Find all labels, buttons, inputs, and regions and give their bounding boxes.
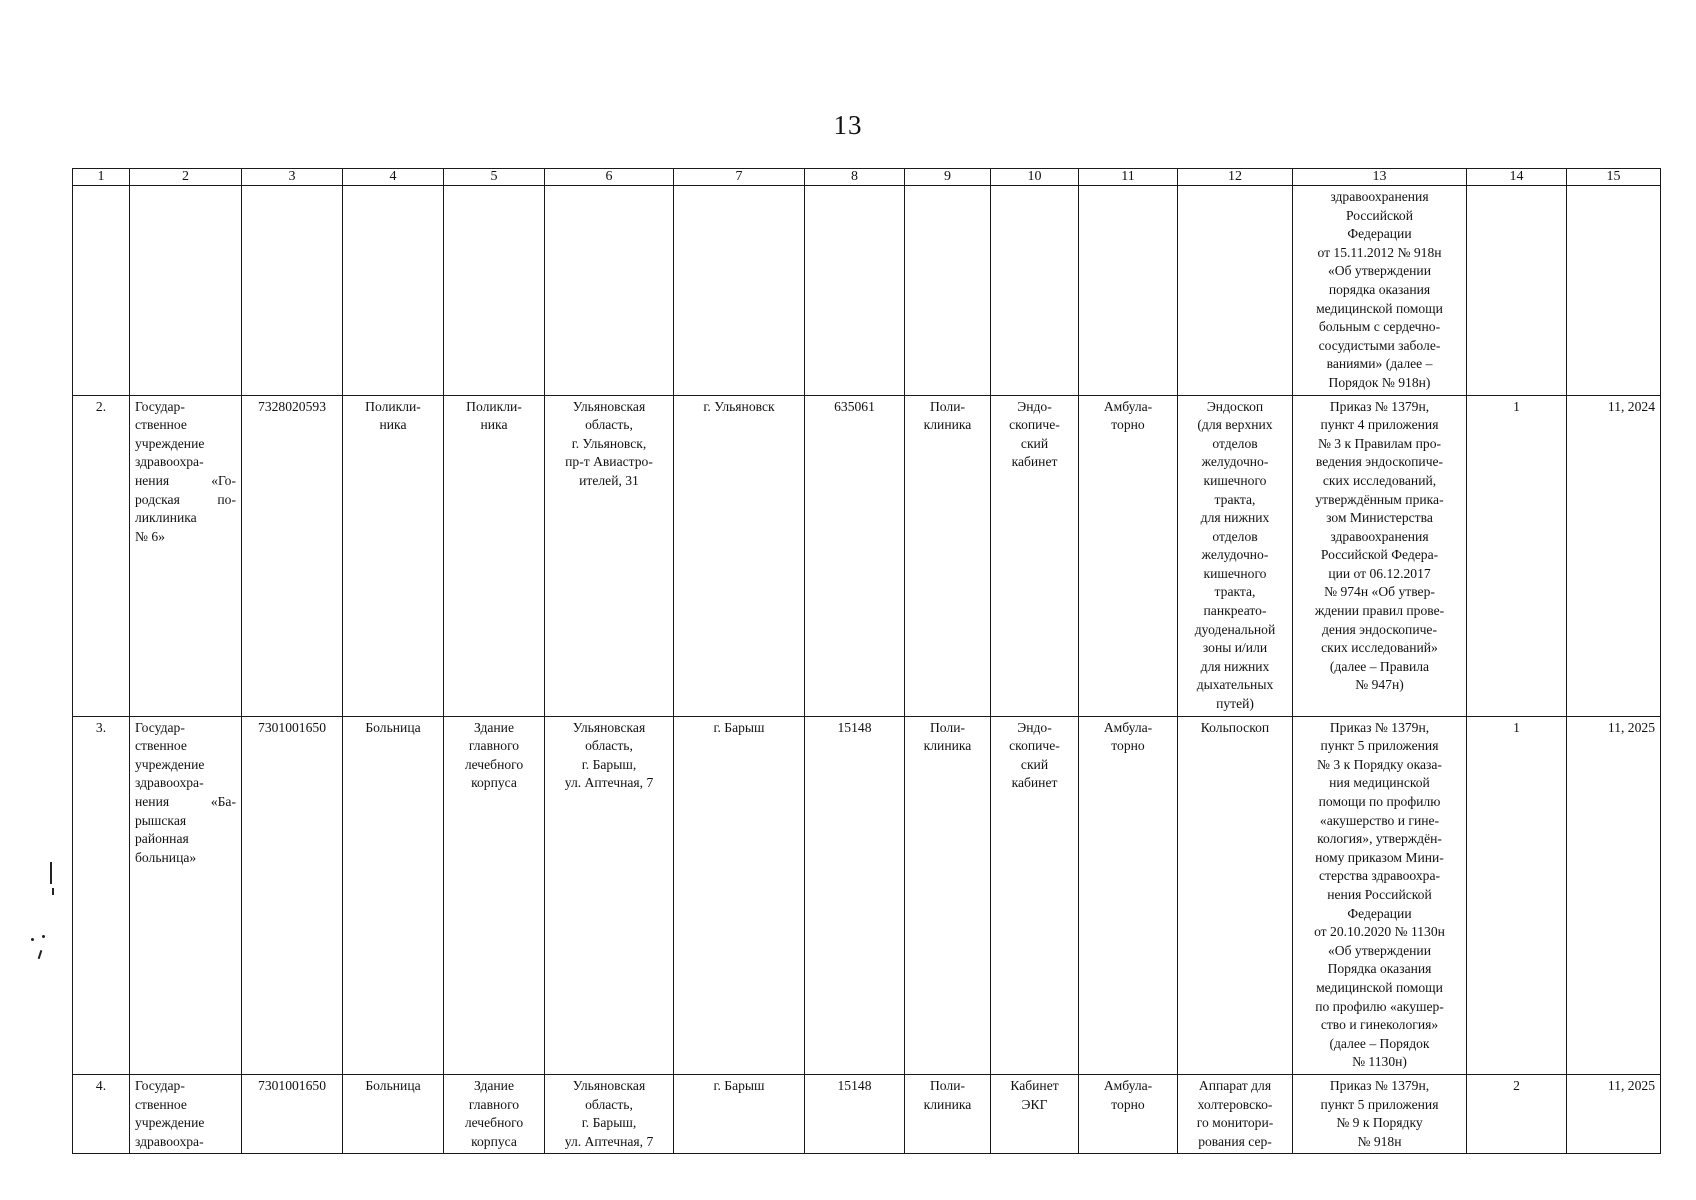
address-line: г. Ульяновск, bbox=[571, 435, 647, 451]
table-row bbox=[73, 186, 1661, 396]
institution-name-line: ственное bbox=[135, 738, 187, 754]
institution-name-cell bbox=[130, 1074, 242, 1153]
legal-basis-line: помощи по профилю bbox=[1318, 794, 1441, 809]
oktmo-code-cell: 635061 bbox=[805, 395, 905, 716]
address-cell bbox=[545, 716, 674, 1074]
legal-basis-line: № 974н «Об утвер- bbox=[1324, 584, 1435, 600]
legal-basis-line: пункт 5 приложения bbox=[1320, 738, 1439, 754]
equipment-line: зоны и/или bbox=[1202, 640, 1268, 656]
address-line: область, bbox=[585, 1096, 633, 1112]
room-cell bbox=[991, 716, 1079, 1074]
oktmo-code-cell bbox=[805, 186, 905, 396]
division-cell bbox=[905, 716, 991, 1074]
quantity-cell: 1 bbox=[1467, 716, 1567, 1074]
legal-basis-line: сосудистыми заболе- bbox=[1318, 337, 1441, 353]
locality-cell: г. Ульяновск bbox=[674, 395, 805, 716]
column-number: 11 bbox=[1079, 169, 1178, 186]
row-number-cell: 3. bbox=[73, 716, 130, 1074]
legal-basis-cell bbox=[1293, 716, 1467, 1074]
institution-name-line: Государ- bbox=[135, 719, 185, 735]
column-number: 14 bbox=[1467, 169, 1567, 186]
legal-basis-line: Порядка оказания bbox=[1327, 961, 1432, 977]
legal-basis-line: здравоохранения bbox=[1330, 189, 1429, 204]
legal-basis-line: ских исследований» bbox=[1321, 640, 1438, 656]
division-cell bbox=[905, 395, 991, 716]
legal-basis-line: здравоохранения bbox=[1330, 528, 1429, 544]
room-line: кабинет bbox=[1011, 454, 1058, 470]
institution-name-line: родская по- bbox=[135, 491, 236, 507]
column-number: 3 bbox=[242, 169, 343, 186]
column-number: 4 bbox=[343, 169, 444, 186]
legal-basis-line: Приказ № 1379н, bbox=[1329, 398, 1430, 414]
column-number: 8 bbox=[805, 169, 905, 186]
oktmo-code-cell: 15148 bbox=[805, 1074, 905, 1153]
division-line: клиника bbox=[923, 417, 972, 433]
room-line: Кабинет bbox=[1010, 1077, 1059, 1093]
legal-basis-line: Российской bbox=[1346, 207, 1413, 223]
institution-name-line: больница» bbox=[135, 849, 197, 865]
inn-cell: 7301001650 bbox=[242, 716, 343, 1074]
equipment-line: кишечного bbox=[1203, 565, 1267, 581]
division-cell bbox=[905, 1074, 991, 1153]
room-line: скопиче- bbox=[1009, 417, 1060, 433]
address-line: область, bbox=[585, 417, 633, 433]
legal-basis-line: Российской Федера- bbox=[1320, 547, 1439, 563]
oktmo-code-cell: 15148 bbox=[805, 716, 905, 1074]
building-cell bbox=[444, 395, 545, 716]
column-number-row bbox=[73, 169, 1661, 186]
legal-basis-line: ния медицинской bbox=[1329, 775, 1430, 791]
institution-name-line: здравоохра- bbox=[135, 454, 204, 470]
equipment-line: панкреато- bbox=[1203, 603, 1267, 619]
legal-basis-cell bbox=[1293, 186, 1467, 396]
page-number: 13 bbox=[833, 110, 863, 140]
equipment-line: го монитори- bbox=[1196, 1115, 1274, 1131]
building-line: Здание bbox=[473, 1077, 514, 1093]
equipment-line: Кольпоскоп bbox=[1200, 719, 1270, 735]
address-cell bbox=[545, 1074, 674, 1153]
locality-cell: г. Барыш bbox=[674, 1074, 805, 1153]
building-line: корпуса bbox=[471, 1133, 517, 1149]
legal-basis-line: кология», утверждён- bbox=[1317, 831, 1442, 847]
legal-basis-line: № 9 к Порядку bbox=[1336, 1115, 1423, 1131]
year-cell: 11, 2025 bbox=[1567, 1074, 1661, 1153]
legal-basis-line: Порядок № 918н) bbox=[1328, 374, 1431, 390]
institution-name-line: учреждение bbox=[135, 435, 205, 451]
care-conditions-line: торно bbox=[1111, 1096, 1145, 1112]
equipment-line: желудочно- bbox=[1201, 547, 1269, 563]
equipment-cell bbox=[1178, 186, 1293, 396]
column-number: 5 bbox=[444, 169, 545, 186]
care-conditions-cell bbox=[1079, 1074, 1178, 1153]
equipment-line: отделов bbox=[1212, 528, 1258, 544]
table-body bbox=[73, 186, 1661, 1154]
institution-name-line: ственное bbox=[135, 1096, 187, 1112]
legal-basis-line: больным с сердечно- bbox=[1318, 319, 1441, 335]
equipment-cell bbox=[1178, 1074, 1293, 1153]
care-conditions-cell bbox=[1079, 716, 1178, 1074]
building-line: ника bbox=[480, 417, 508, 433]
legal-basis-line: ному приказом Мини- bbox=[1315, 849, 1444, 865]
address-line: ул. Аптечная, 7 bbox=[564, 1133, 654, 1149]
institution-name-line: районная bbox=[135, 831, 189, 847]
room-cell bbox=[991, 395, 1079, 716]
object-type-cell bbox=[343, 716, 444, 1074]
object-type-cell bbox=[343, 186, 444, 396]
address-cell bbox=[545, 395, 674, 716]
legal-basis-line: от 20.10.2020 № 1130н bbox=[1314, 924, 1445, 940]
equipment-line: дуоденальной bbox=[1194, 621, 1276, 637]
building-cell bbox=[444, 716, 545, 1074]
institution-name-line: здравоохра- bbox=[135, 1133, 204, 1149]
legal-basis-line: (далее – Правила bbox=[1329, 658, 1430, 674]
room-line: Эндо- bbox=[1017, 398, 1052, 414]
legal-basis-line: стерства здравоохра- bbox=[1318, 868, 1441, 884]
table-row bbox=[73, 716, 1661, 1074]
care-conditions-cell bbox=[1079, 395, 1178, 716]
table-row bbox=[73, 395, 1661, 716]
care-conditions-line: торно bbox=[1111, 738, 1145, 754]
care-conditions-line: Амбула- bbox=[1103, 398, 1153, 414]
institution-name-line: ственное bbox=[135, 417, 187, 433]
legal-basis-line: Приказ № 1379н, bbox=[1329, 719, 1430, 735]
room-line: ЭКГ bbox=[1021, 1096, 1048, 1112]
division-line: Поли- bbox=[929, 398, 966, 414]
legal-basis-line: медицинской помощи bbox=[1316, 300, 1443, 316]
legal-basis-line: дения эндоскопиче- bbox=[1321, 621, 1437, 637]
institution-name-cell bbox=[130, 716, 242, 1074]
inn-cell: 7301001650 bbox=[242, 1074, 343, 1153]
year-cell: 11, 2025 bbox=[1567, 716, 1661, 1074]
column-number: 6 bbox=[545, 169, 674, 186]
equipment-line: кишечного bbox=[1203, 472, 1267, 488]
building-cell bbox=[444, 1074, 545, 1153]
division-line: клиника bbox=[923, 738, 972, 754]
legal-basis-line: Федерации bbox=[1347, 905, 1412, 921]
equipment-line: путей) bbox=[1216, 696, 1254, 712]
row-number-cell: 4. bbox=[73, 1074, 130, 1153]
equipment-line: для нижних bbox=[1200, 658, 1270, 674]
institution-name-line: Государ- bbox=[135, 1077, 185, 1093]
building-line: Поликли- bbox=[466, 398, 522, 414]
equipment-line: рования сер- bbox=[1198, 1133, 1272, 1149]
legal-basis-line: ских исследований, bbox=[1322, 472, 1437, 488]
institution-name-cell bbox=[130, 186, 242, 396]
legal-basis-line: Приказ № 1379н, bbox=[1329, 1077, 1430, 1093]
room-cell bbox=[991, 186, 1079, 396]
institution-name-line: учреждение bbox=[135, 1115, 205, 1131]
legal-basis-line: ваниями» (далее – bbox=[1326, 356, 1433, 372]
building-line: лечебного bbox=[464, 756, 524, 772]
quantity-cell bbox=[1467, 186, 1567, 396]
legal-basis-line: «Об утверждении bbox=[1327, 263, 1431, 279]
legal-basis-cell bbox=[1293, 395, 1467, 716]
column-number: 2 bbox=[130, 169, 242, 186]
division-line: Поли- bbox=[929, 1077, 966, 1093]
care-conditions-line: торно bbox=[1111, 417, 1145, 433]
column-number: 9 bbox=[905, 169, 991, 186]
legal-basis-line: пункт 4 приложения bbox=[1320, 417, 1439, 433]
building-cell bbox=[444, 186, 545, 396]
institution-name-line: нения «Го- bbox=[135, 472, 236, 488]
address-line: ул. Аптечная, 7 bbox=[564, 775, 654, 791]
institution-name-cell bbox=[130, 395, 242, 716]
room-cell bbox=[991, 1074, 1079, 1153]
legal-basis-line: от 15.11.2012 № 918н bbox=[1317, 244, 1442, 260]
object-type-line: Больница bbox=[365, 1077, 421, 1093]
register-table bbox=[72, 168, 1661, 1154]
care-conditions-line: Амбула- bbox=[1103, 719, 1153, 735]
equipment-cell bbox=[1178, 395, 1293, 716]
building-line: главного bbox=[468, 738, 520, 754]
address-line: Ульяновская bbox=[572, 719, 646, 735]
legal-basis-line: № 1130н) bbox=[1352, 1054, 1407, 1070]
division-line: Поли- bbox=[929, 719, 966, 735]
room-line: Эндо- bbox=[1017, 719, 1052, 735]
address-line: ителей, 31 bbox=[579, 472, 639, 488]
inn-cell: 7328020593 bbox=[242, 395, 343, 716]
object-type-line: ника bbox=[379, 417, 407, 433]
legal-basis-line: № 3 к Правилам про- bbox=[1317, 435, 1442, 451]
locality-cell bbox=[674, 186, 805, 396]
column-number: 15 bbox=[1567, 169, 1661, 186]
room-line: кабинет bbox=[1011, 775, 1058, 791]
equipment-line: тракта, bbox=[1214, 584, 1256, 600]
building-line: Здание bbox=[473, 719, 514, 735]
institution-name-line: здравоохра- bbox=[135, 775, 204, 791]
legal-basis-line: пункт 5 приложения bbox=[1320, 1096, 1439, 1112]
care-conditions-line: Амбула- bbox=[1103, 1077, 1153, 1093]
legal-basis-line: порядка оказания bbox=[1328, 281, 1431, 297]
address-line: г. Барыш, bbox=[581, 756, 637, 772]
object-type-line: Больница bbox=[365, 719, 421, 735]
address-line: Ульяновская bbox=[572, 1077, 646, 1093]
inn-cell bbox=[242, 186, 343, 396]
division-cell bbox=[905, 186, 991, 396]
column-number: 12 bbox=[1178, 169, 1293, 186]
institution-name-line: учреждение bbox=[135, 756, 205, 772]
address-line: Ульяновская bbox=[572, 398, 646, 414]
locality-cell: г. Барыш bbox=[674, 716, 805, 1074]
legal-basis-line: «Об утверждении bbox=[1327, 942, 1431, 958]
year-cell: 11, 2024 bbox=[1567, 395, 1661, 716]
equipment-line: для нижних bbox=[1200, 510, 1270, 526]
row-number-cell bbox=[73, 186, 130, 396]
legal-basis-line: медицинской помощи bbox=[1316, 979, 1443, 995]
building-line: главного bbox=[468, 1096, 520, 1112]
quantity-cell: 2 bbox=[1467, 1074, 1567, 1153]
equipment-cell bbox=[1178, 716, 1293, 1074]
legal-basis-line: зом Министерства bbox=[1326, 510, 1433, 526]
legal-basis-line: № 947н) bbox=[1355, 677, 1404, 693]
room-line: ский bbox=[1020, 435, 1049, 451]
column-number: 13 bbox=[1293, 169, 1467, 186]
legal-basis-line: Федерации bbox=[1347, 226, 1412, 242]
equipment-line: желудочно- bbox=[1201, 454, 1269, 470]
legal-basis-line: «акушерство и гине- bbox=[1319, 812, 1440, 828]
legal-basis-line: ведения эндоскопиче- bbox=[1315, 454, 1444, 470]
column-number: 7 bbox=[674, 169, 805, 186]
object-type-line: Поликли- bbox=[365, 398, 421, 414]
legal-basis-line: нения Российской bbox=[1327, 886, 1432, 902]
address-line: г. Барыш, bbox=[581, 1115, 637, 1131]
equipment-line: отделов bbox=[1212, 435, 1258, 451]
legal-basis-line: № 3 к Порядку оказа- bbox=[1317, 756, 1442, 772]
legal-basis-line: утверждённым прика- bbox=[1315, 491, 1444, 507]
care-conditions-cell bbox=[1079, 186, 1178, 396]
table-row bbox=[73, 1074, 1661, 1153]
legal-basis-line: (далее – Порядок bbox=[1329, 1035, 1430, 1051]
institution-name-line: рышская bbox=[135, 812, 187, 828]
year-cell bbox=[1567, 186, 1661, 396]
division-line: клиника bbox=[923, 1096, 972, 1112]
column-number: 1 bbox=[73, 169, 130, 186]
legal-basis-line: ство и гинекология» bbox=[1320, 1017, 1439, 1033]
institution-name-line: ликлиника bbox=[135, 510, 197, 526]
room-line: ский bbox=[1020, 756, 1049, 772]
building-line: лечебного bbox=[464, 1115, 524, 1131]
address-line: область, bbox=[585, 738, 633, 754]
legal-basis-line: ждении правил прове- bbox=[1314, 603, 1445, 619]
address-cell bbox=[545, 186, 674, 396]
equipment-line: Эндоскоп bbox=[1206, 398, 1264, 414]
object-type-cell bbox=[343, 395, 444, 716]
equipment-line: холтеровско- bbox=[1197, 1096, 1273, 1112]
legal-basis-line: № 918н bbox=[1357, 1133, 1402, 1149]
legal-basis-line: по профилю «акушер- bbox=[1315, 998, 1444, 1014]
address-line: пр-т Авиастро- bbox=[565, 454, 653, 470]
room-line: скопиче- bbox=[1009, 738, 1060, 754]
row-number-cell: 2. bbox=[73, 395, 130, 716]
building-line: корпуса bbox=[471, 775, 517, 791]
object-type-cell bbox=[343, 1074, 444, 1153]
equipment-line: дыхательных bbox=[1196, 677, 1274, 693]
equipment-line: Аппарат для bbox=[1198, 1077, 1272, 1093]
institution-name-line: нения «Ба- bbox=[135, 794, 236, 809]
column-number: 10 bbox=[991, 169, 1079, 186]
margin-scan-marks bbox=[28, 862, 58, 962]
legal-basis-line: ции от 06.12.2017 bbox=[1328, 565, 1431, 581]
institution-name-line: № 6» bbox=[135, 528, 165, 544]
legal-basis-cell bbox=[1293, 1074, 1467, 1153]
institution-name-line: Государ- bbox=[135, 398, 185, 414]
equipment-line: (для верхних bbox=[1197, 417, 1273, 433]
quantity-cell: 1 bbox=[1467, 395, 1567, 716]
equipment-line: тракта, bbox=[1214, 491, 1256, 507]
